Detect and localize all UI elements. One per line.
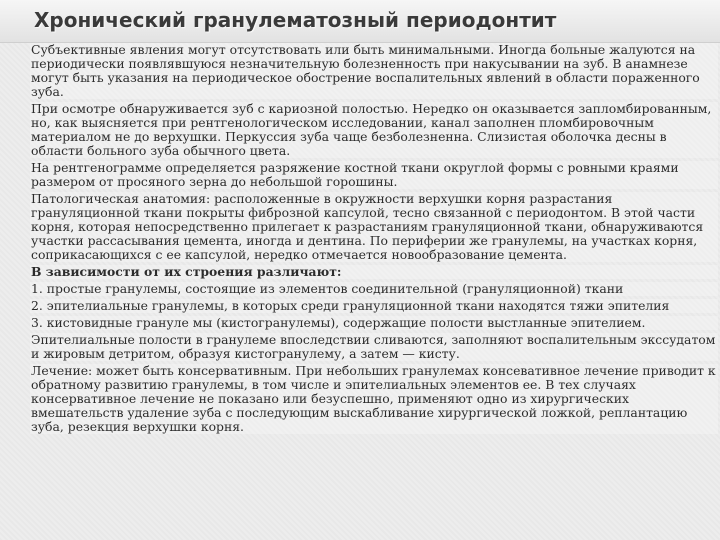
title-bar [0,0,720,43]
paragraph-xray: На рентгенограмме определяется разряжение костной ткани округлой формы с ровными краями размером от просяного зерна до небольшой горошины. [30,161,718,189]
paragraph-symptoms: Субъективные явления могут отсутствовать или быть минимальными. Иногда больные жалуются на периодически появлявшуюся незначительную болезненность при накусывании на зуб. В анамнезе могут быть указания на периодическое обострение воспалительных явлений в области пораженного зуба. [30,43,718,99]
list-item-simple-granulomas: 1. простые гранулемы, состоящие из элементов соединительной (грануляционной) ткани [30,282,718,296]
slide-body [30,43,718,437]
paragraph-examination: При осмотре обнаруживается зуб с кариозной полостью. Нередко он оказывается запломбированным, но, как выясняется при рентгенологическом исследовании, канал заполнен пломбировочным материалом не до верхушки. Перкуссия зуба чаще безболезненна. Слизистая оболочка десны в области больного зуба обычного цвета. [30,102,718,158]
list-item-cystogranulomas: 3. кистовидные грануле мы (кистогранулемы), содержащие полости выстланные эпителием. [30,316,718,330]
paragraph-treatment: Лечение: может быть консервативным. При небольших гранулемах консевативное лечение приводит к обратному развитию гранулемы, в том числе и эпителиальных элементов ее. В тех случаях консервативное лечение не показано или безуспешно, применяют одно из хирургических вмешательств удаление зуба с последующим выскабливание хирургической ложкой, реплантацию зуба, резекция верхушки корня. [30,364,718,434]
paragraph-pathology: Патологическая анатомия: расположенные в окружности верхушки корня разрастания грануляционной ткани покрыты фиброзной капсулой, тесно связанной с периодонтом. В этой части корня, которая непосредственно прилегает к разрастаниям грануляционной ткани, обнаруживаются участки рассасывания цемента, иногда и дентина. По периферии же гранулемы, на участках корня, соприкасающихся с ее капсулой, нередко отмечается новообразование цемента. [30,192,718,262]
list-item-epithelial-granulomas: 2. эпителиальные гранулемы, в которых среди грануляционной ткани находятся тяжи эпителия [30,299,718,313]
paragraph-epithelial-cavities: Эпителиальные полости в гранулеме впоследствии сливаются, заполняют воспалительным экссудатом и жировым детритом, образуя кистогранулему, а затем — кисту. [30,333,718,361]
paragraph-classification-heading: В зависимости от их строения различают: [30,265,718,279]
slide-title: Хронический гранулематозный периодонтит [34,8,557,32]
